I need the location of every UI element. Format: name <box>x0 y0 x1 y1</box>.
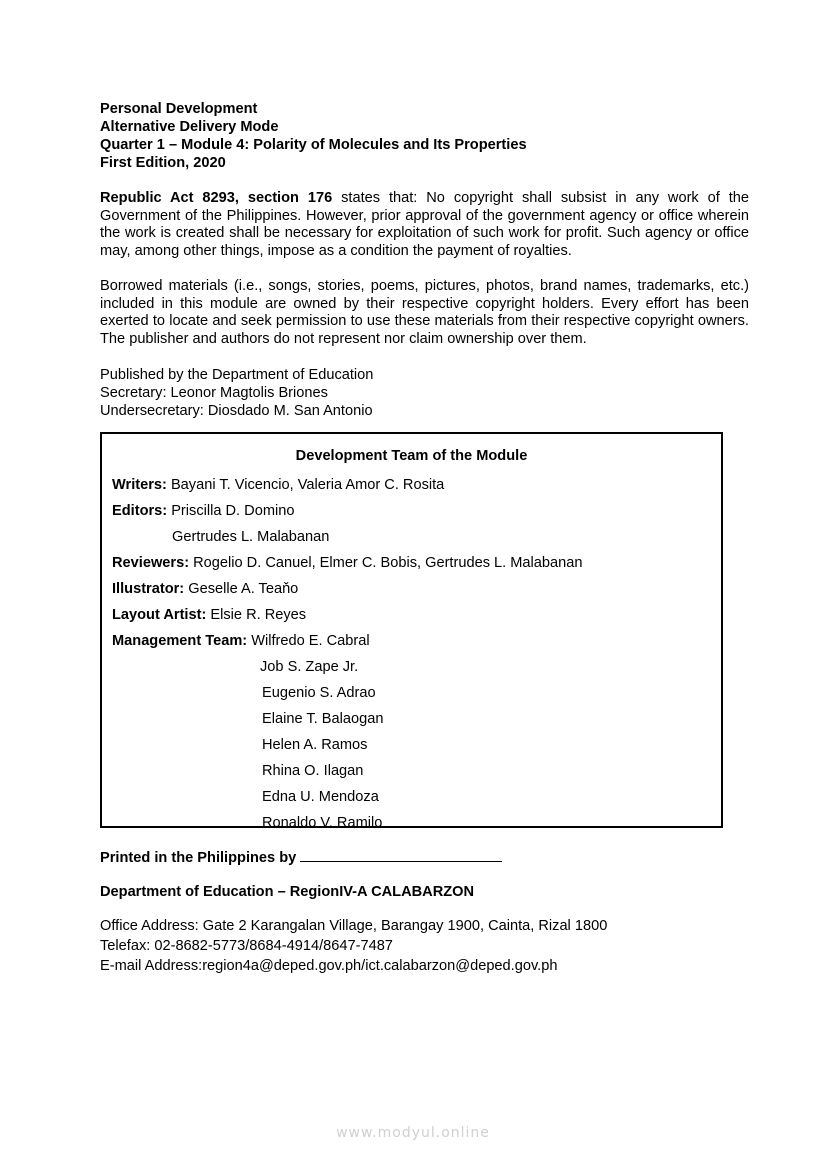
illustrator-label: Illustrator: <box>112 580 185 597</box>
layout-artist-name: Elsie R. Reyes <box>206 606 307 623</box>
illustrator-name: Geselle A. Teaňo <box>184 580 299 597</box>
region-heading: Department of Education – RegionIV-A CALABARZON <box>100 883 475 900</box>
development-team-box <box>100 432 723 828</box>
writers-label: Writers: <box>112 476 167 493</box>
module-title: Quarter 1 – Module 4: Polarity of Molecules and Its Properties <box>100 137 527 153</box>
contact-block <box>100 916 749 976</box>
management-member: Ronaldo V. Ramilo <box>262 814 383 828</box>
management-row <box>112 758 711 784</box>
management-row <box>112 706 711 732</box>
writers-row <box>112 472 711 498</box>
management-row <box>112 628 711 654</box>
reviewers-names: Rogelio D. Canuel, Elmer C. Bobis, Gertrudes L. Malabanan <box>189 554 583 571</box>
watermark: www.modyul.online <box>336 1125 490 1141</box>
editors-row <box>112 498 711 524</box>
printed-by-line <box>100 847 749 868</box>
illustrator-row <box>112 576 711 602</box>
editor-name: Gertrudes L. Malabanan <box>172 528 330 545</box>
office-address: Office Address: Gate 2 Karangalan Village, Barangay 1900, Cainta, Rizal 1800 <box>100 917 608 934</box>
management-label: Management Team: <box>112 632 248 649</box>
secretary: Secretary: Leonor Magtolis Briones <box>100 384 328 401</box>
editors-label: Editors: <box>112 502 168 519</box>
delivery-mode: Alternative Delivery Mode <box>100 119 279 135</box>
telefax: Telefax: 02-8682-5773/8684-4914/8647-7487 <box>100 937 393 954</box>
editor-name: Priscilla D. Domino <box>167 502 295 519</box>
management-member: Elaine T. Balaogan <box>262 710 384 727</box>
management-row <box>112 654 711 680</box>
copyright-paragraph <box>100 190 749 261</box>
subject-title: Personal Development <box>100 101 258 117</box>
reviewers-label: Reviewers: <box>112 554 190 571</box>
layout-artist-label: Layout Artist: <box>112 606 207 623</box>
undersecretary: Undersecretary: Diosdado M. San Antonio <box>100 402 373 419</box>
module-header <box>100 100 749 172</box>
reviewers-row <box>112 550 711 576</box>
management-member: Rhina O. Ilagan <box>262 762 364 779</box>
management-member: Wilfredo E. Cabral <box>247 632 370 649</box>
borrowed-materials-paragraph: Borrowed materials (i.e., songs, stories, poems, pictures, photos, brand names, trademarks, etc.) included in this module are owned by their respective copyright holders. Every effort has been exerted to locate and seek permission to use these materials from their respective copyright owners. The publisher and authors do not represent nor claim ownership over them. <box>100 277 749 347</box>
edition: First Edition, 2020 <box>100 155 226 171</box>
layout-artist-row <box>112 602 711 628</box>
team-title: Development Team of the Module <box>295 447 528 464</box>
management-member: Edna U. Mendoza <box>262 788 379 805</box>
management-member: Job S. Zape Jr. <box>260 658 359 675</box>
editor-row-2 <box>112 524 711 550</box>
management-member: Eugenio S. Adrao <box>262 684 376 701</box>
printed-by-label: Printed in the Philippines by <box>100 849 301 866</box>
writers-names: Bayani T. Vicencio, Valeria Amor C. Rosita <box>166 476 445 493</box>
publisher-block <box>100 366 749 420</box>
management-row <box>112 784 711 810</box>
printer-blank-line <box>300 847 502 862</box>
email-address: E-mail Address:region4a@deped.gov.ph/ict.calabarzon@deped.gov.ph <box>100 957 558 974</box>
management-row <box>112 680 711 706</box>
management-member: Helen A. Ramos <box>262 736 368 753</box>
copyright-page <box>100 100 749 976</box>
management-row <box>112 810 711 828</box>
published-by: Published by the Department of Education <box>100 366 374 383</box>
copyright-body: states that: No copyright shall subsist in any work of the Government of the Philippines. However, prior approval of the government agency or office wherein the work is created shall be necessary for exploitation of such work for profit. Such agency or office may, among other things, impose as a condition the payment of royalties. <box>100 190 749 260</box>
management-row <box>112 732 711 758</box>
copyright-lead: Republic Act 8293, section 176 <box>100 190 333 206</box>
